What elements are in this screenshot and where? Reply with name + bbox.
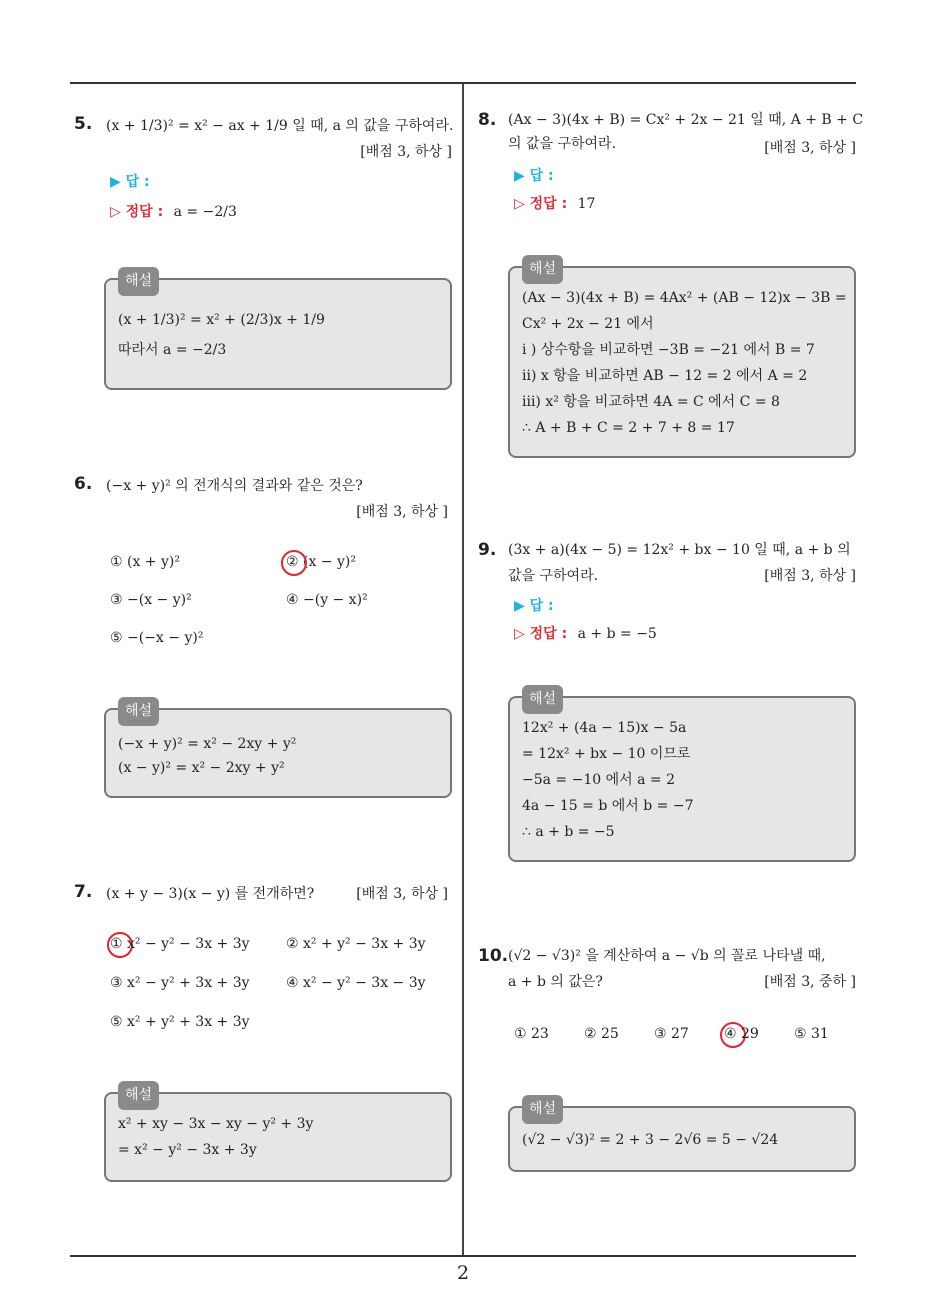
explanation-line: ∴ a + b = −5 — [522, 824, 615, 840]
correct-answer-label: ▷ 정답 : — [110, 204, 164, 220]
correct-answer-row — [514, 192, 595, 217]
correct-answer-row — [110, 200, 237, 225]
explanation-box — [104, 273, 452, 390]
bottom-rule — [70, 1255, 856, 1257]
explanation-line: (x + 1/3)² = x² + (2/3)x + 1/9 — [118, 312, 325, 328]
question-number: 6. — [74, 474, 93, 494]
explanation-line: 4a − 15 = b 에서 b = −7 — [522, 798, 694, 814]
option-5[interactable]: ⑤ −(−x − y)² — [110, 630, 204, 646]
explanation-line: i ) 상수항을 비교하면 −3B = −21 에서 B = 7 — [522, 342, 815, 358]
explanation-box — [508, 261, 856, 458]
question-number: 7. — [74, 882, 93, 902]
question-number: 9. — [478, 540, 497, 560]
answer-row — [514, 594, 554, 619]
explanation-line: ∴ A + B + C = 2 + 7 + 8 = 17 — [522, 420, 735, 436]
question-10 — [478, 944, 860, 1174]
explanation-box — [508, 691, 856, 862]
option-5[interactable]: ⑤ x² + y² + 3x + 3y — [110, 1014, 250, 1030]
answer-row — [110, 170, 150, 195]
option-3[interactable]: ③ x² − y² + 3x + 3y — [110, 975, 250, 991]
explanation-line: (−x + y)² = x² − 2xy + y² — [118, 736, 297, 752]
explanation-line: = 12x² + bx − 10 이므로 — [522, 746, 691, 762]
explanation-line: ii) x 항을 비교하면 AB − 12 = 2 에서 A = 2 — [522, 368, 808, 384]
question-5 — [74, 112, 456, 402]
option-1[interactable]: ① (x + y)² — [110, 554, 180, 570]
answer-label: ▶ 답 : — [514, 168, 554, 184]
correct-answer-row — [514, 622, 657, 647]
score-label: [배점 3, 하상 ] — [356, 504, 448, 520]
explanation-line: −5a = −10 에서 a = 2 — [522, 772, 675, 788]
column-divider — [462, 83, 464, 1257]
explanation-tag: 해설 — [118, 267, 159, 296]
option-1[interactable]: ① x² − y² − 3x + 3y — [110, 936, 250, 952]
correct-answer-value: a + b = −5 — [577, 626, 657, 642]
question-number: 8. — [478, 110, 497, 130]
option-1[interactable]: ① 23 — [514, 1026, 549, 1042]
score-label: [배점 3, 하상 ] — [360, 144, 452, 160]
correct-answer-value: 17 — [577, 196, 596, 212]
option-2[interactable]: ② (x − y)² — [286, 554, 356, 570]
explanation-tag: 해설 — [522, 1095, 563, 1124]
question-text: (x + y − 3)(x − y) 를 전개하면? — [106, 886, 315, 902]
explanation-line: (√2 − √3)² = 2 + 3 − 2√6 = 5 − √24 — [522, 1132, 779, 1148]
explanation-line: = x² − y² − 3x + 3y — [118, 1142, 257, 1158]
question-text: (x + 1/3)² = x² − ax + 1/9 일 때, a 의 값을 구하여라. — [106, 118, 454, 134]
page-number: 2 — [456, 1262, 470, 1284]
option-2[interactable]: ② x² + y² − 3x + 3y — [286, 936, 426, 952]
question-7 — [74, 880, 456, 1180]
explanation-line: iii) x² 항을 비교하면 4A = C 에서 C = 8 — [522, 394, 780, 410]
question-9 — [478, 538, 860, 864]
question-text-line-1: (3x + a)(4x − 5) = 12x² + bx − 10 일 때, a + b 의 — [508, 542, 851, 558]
option-3[interactable]: ③ −(x − y)² — [110, 592, 192, 608]
explanation-box — [104, 1087, 452, 1182]
question-text-line-2: a + b 의 값은? — [508, 974, 603, 990]
question-number: 5. — [74, 114, 93, 134]
explanation-line: (x − y)² = x² − 2xy + y² — [118, 760, 285, 776]
score-label: [배점 3, 하상 ] — [356, 886, 448, 902]
answer-label: ▶ 답 : — [514, 598, 554, 614]
explanation-line: Cx² + 2x − 21 에서 — [522, 316, 654, 332]
score-label: [배점 3, 하상 ] — [764, 568, 856, 584]
score-label: [배점 3, 하상 ] — [764, 140, 856, 156]
question-8 — [478, 108, 864, 460]
answer-label: ▶ 답 : — [110, 174, 150, 190]
correct-answer-label: ▷ 정답 : — [514, 626, 568, 642]
explanation-line: (Ax − 3)(4x + B) = 4Ax² + (AB − 12)x − 3B = — [522, 290, 847, 306]
explanation-box — [104, 703, 452, 798]
option-4[interactable]: ④ −(y − x)² — [286, 592, 368, 608]
correct-answer-value: a = −2/3 — [173, 204, 237, 220]
question-text-line-1: (√2 − √3)² 을 계산하여 a − √b 의 꼴로 나타낼 때, — [508, 948, 826, 964]
explanation-line: 12x² + (4a − 15)x − 5a — [522, 720, 687, 736]
explanation-line: x² + xy − 3x − xy − y² + 3y — [118, 1116, 314, 1132]
explanation-tag: 해설 — [118, 697, 159, 726]
option-4[interactable]: ④ x² − y² − 3x − 3y — [286, 975, 426, 991]
option-5[interactable]: ⑤ 31 — [794, 1026, 829, 1042]
answer-row — [514, 164, 554, 189]
explanation-box — [508, 1101, 856, 1172]
option-4[interactable]: ④ 29 — [724, 1026, 759, 1042]
question-6 — [74, 472, 456, 802]
option-2[interactable]: ② 25 — [584, 1026, 619, 1042]
explanation-line: 따라서 a = −2/3 — [118, 342, 227, 358]
correct-answer-label: ▷ 정답 : — [514, 196, 568, 212]
explanation-tag: 해설 — [522, 685, 563, 714]
explanation-tag: 해설 — [522, 255, 563, 284]
option-3[interactable]: ③ 27 — [654, 1026, 689, 1042]
score-label: [배점 3, 중하 ] — [764, 974, 856, 990]
question-text-line-2: 의 값을 구하여라. — [508, 136, 617, 152]
question-number: 10. — [478, 946, 509, 966]
explanation-tag: 해설 — [118, 1081, 159, 1110]
selected-answer-mark — [281, 550, 307, 576]
question-text: (−x + y)² 의 전개식의 결과와 같은 것은? — [106, 478, 363, 494]
question-text-line-1: (Ax − 3)(4x + B) = Cx² + 2x − 21 일 때, A + B + C — [508, 112, 864, 128]
question-text-line-2: 값을 구하여라. — [508, 568, 599, 584]
